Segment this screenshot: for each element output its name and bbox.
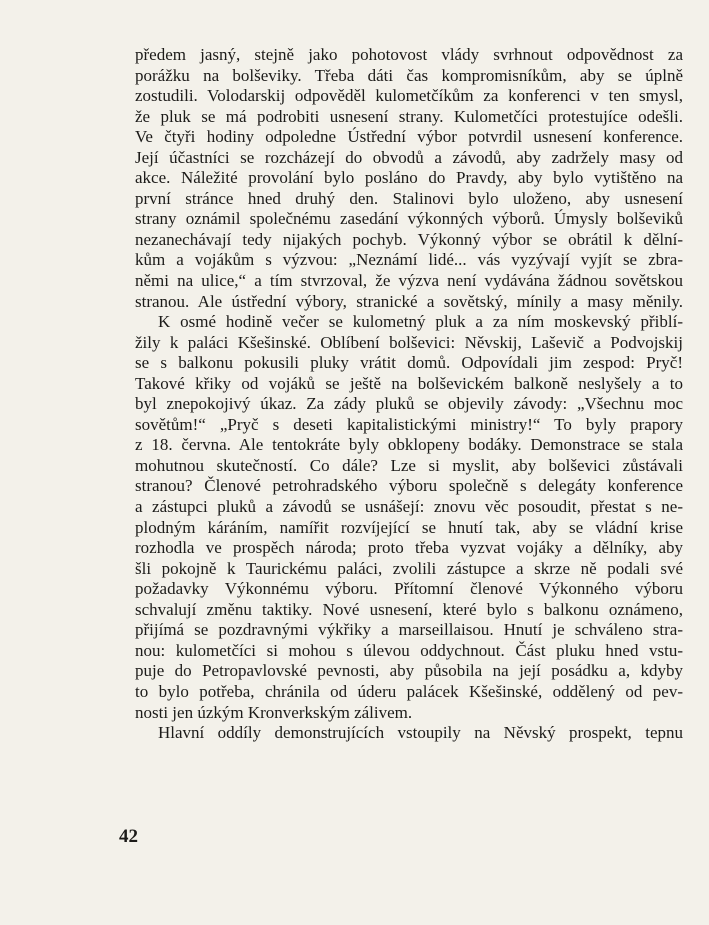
text-line: požadavky Výkonnému výboru. Přítomní členové Výkonného výboru xyxy=(135,579,683,599)
text-line: K osmé hodině večer se kulometný pluk a za ním moskevský přiblí- xyxy=(158,312,683,332)
text-line: rozhodla ve prospěch národa; proto třeba vyzvat vojáky a dělníky, aby xyxy=(135,538,683,558)
text-line: Hlavní oddíly demonstrujících vstoupily na Něvský prospekt, tepnu xyxy=(158,723,683,743)
text-line: strany oznámil společnému zasedání výkonných výborů. Úmysly bolševiků xyxy=(135,209,683,229)
text-line: sovětům!“ „Pryč s deseti kapitalistickými ministry!“ To byly prapory xyxy=(135,414,683,434)
text-line: mohutnou skutečností. Co dále? Lze si myslit, aby bolševici zůstávali xyxy=(135,455,683,475)
text-line: Takové křiky od vojáků se ještě na bolševickém balkoně neslyšely a to xyxy=(135,373,683,393)
text-line: zostudili. Volodarskij odpověděl kulometčíkům za konferenci v ten smysl, xyxy=(135,86,683,106)
text-line: to bylo potřeba, chránila od úderu palácek Kšešinské, oddělený od pev- xyxy=(135,681,683,701)
text-line: stranou? Členové petrohradského výboru společně s delegáty konference xyxy=(135,476,683,496)
text-line: Její účastníci se rozcházejí do obvodů a závodů, aby zadržely masy od xyxy=(135,147,683,167)
text-line: se s balkonu pokusili pluky vrátit domů. Odpovídali jim zespod: Pryč! xyxy=(135,353,683,373)
text-line: šli pokojně k Taurickému paláci, zvolili zástupce a skrze ně podali své xyxy=(135,558,683,578)
text-line: z 18. června. Ale tentokráte byly obklopeny bodáky. Demonstrace se stala xyxy=(135,435,683,455)
text-line: žily k paláci Kšešinské. Oblíbení bolševici: Něvskij, Laševič a Podvojskij xyxy=(135,332,683,352)
text-line: přijímá se pozdravnými výkřiky a marseillaisou. Hnutí je schváleno stra- xyxy=(135,620,683,640)
text-line: předem jasný, stejně jako pohotovost vlády svrhnout odpovědnost za xyxy=(135,45,683,64)
text-line: první stránce hned druhý den. Stalinovi bylo uloženo, aby usnesení xyxy=(135,188,683,208)
text-line: stranou. Ale ústřední výbory, stranické a sovětský, mínily a masy měnily. xyxy=(135,291,683,311)
text-line: němi na ulice,“ a tím stvrzoval, že výzva není vydávána žádnou sovětskou xyxy=(135,271,683,291)
text-line: Ve čtyři hodiny odpoledne Ústřední výbor potvrdil usnesení konference. xyxy=(135,127,683,147)
text-line: byl znepokojivý úkaz. Za zády pluků se objevily závody: „Všechnu moc xyxy=(135,394,683,414)
text-line: že pluk se má podrobiti usnesení strany. Kulometčíci protestujíce odešli. xyxy=(135,106,683,126)
text-line: a zástupci pluků a závodů se usnášejí: znovu věc posoudit, přestat s ne- xyxy=(135,497,683,517)
text-line: puje do Petropavlovské pevnosti, aby působila na její posádku a, kdyby xyxy=(135,661,683,681)
page-number: 42 xyxy=(119,826,138,847)
text-line: porážku na bolševiky. Třeba dáti čas kompromisníkům, aby se úplně xyxy=(135,65,683,85)
text-line: plodným káráním, namířit rozvíjející se hnutí tak, aby se vládní krise xyxy=(135,517,683,537)
body-text xyxy=(135,45,683,744)
text-line: nezanechávají tedy nijakých pochyb. Výkonný výbor se obrátil k dělní- xyxy=(135,229,683,249)
text-line: nosti jen úzkým Kronverkským zálivem. xyxy=(135,702,413,722)
text-line: nou: kulometčíci si mohou s úlevou oddychnout. Část pluku hned vstu- xyxy=(135,640,683,660)
text-line: akce. Náležité provolání bylo posláno do Pravdy, aby bylo vytištěno na xyxy=(135,168,683,188)
text-line: kům a vojákům s výzvou: „Neznámí lidé... vás vyzývají vyjít se zbra- xyxy=(135,250,683,270)
text-line: schvalují změnu taktiky. Nové usnesení, které bylo s balkonu oznámeno, xyxy=(135,599,683,619)
